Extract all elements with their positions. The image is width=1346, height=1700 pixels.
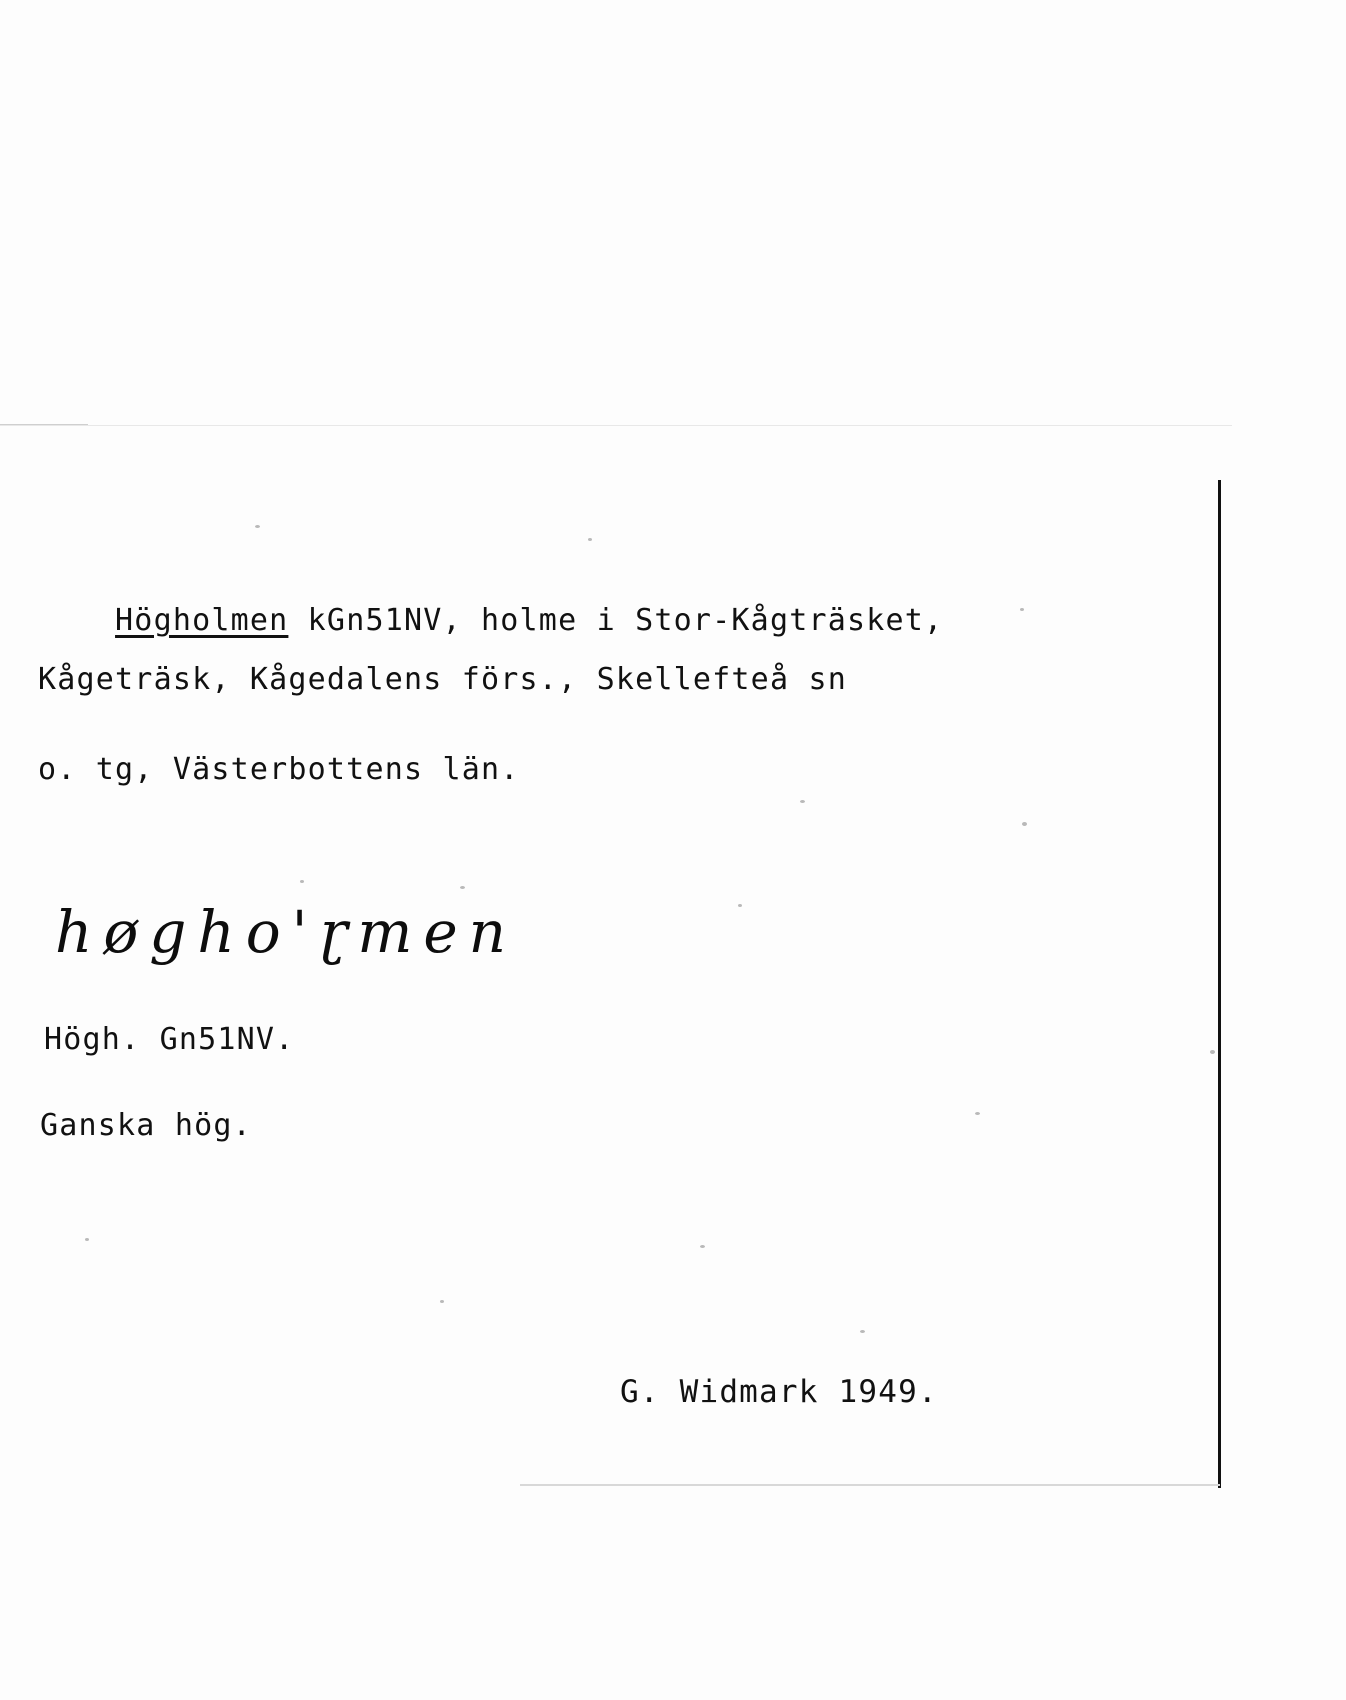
speck xyxy=(1210,1050,1215,1054)
speck xyxy=(860,1330,865,1333)
speck xyxy=(255,525,260,528)
card-right-edge xyxy=(1218,480,1221,1488)
entry-line-3: o. tg, Västerbottens län. xyxy=(38,752,520,787)
speck xyxy=(440,1300,444,1303)
speck xyxy=(588,538,592,541)
entry-line-1 xyxy=(38,568,943,673)
speck xyxy=(800,800,805,803)
speck xyxy=(1022,822,1027,826)
speck xyxy=(300,880,304,883)
entry-line-2: Kågeträsk, Kågedalens förs., Skellefteå sn xyxy=(38,662,847,697)
speck xyxy=(85,1238,89,1241)
abbreviation-line: Högh. Gn51NV. xyxy=(44,1022,295,1057)
speck xyxy=(975,1112,980,1115)
headword-rest: kGn51NV, holme i Stor-Kågträsket, xyxy=(288,603,944,638)
speck xyxy=(738,904,742,907)
speck xyxy=(1020,608,1024,611)
signature-line: G. Widmark 1949. xyxy=(620,1374,938,1410)
headword: Högholmen xyxy=(115,603,289,638)
card-bottom-edge xyxy=(520,1484,1220,1486)
speck xyxy=(700,1245,705,1248)
speck xyxy=(460,886,465,889)
scan-artifact-top-rule xyxy=(0,425,1232,426)
note-line: Ganska hög. xyxy=(40,1108,252,1143)
handwritten-transcription: høgho'ɽmen xyxy=(55,898,518,966)
